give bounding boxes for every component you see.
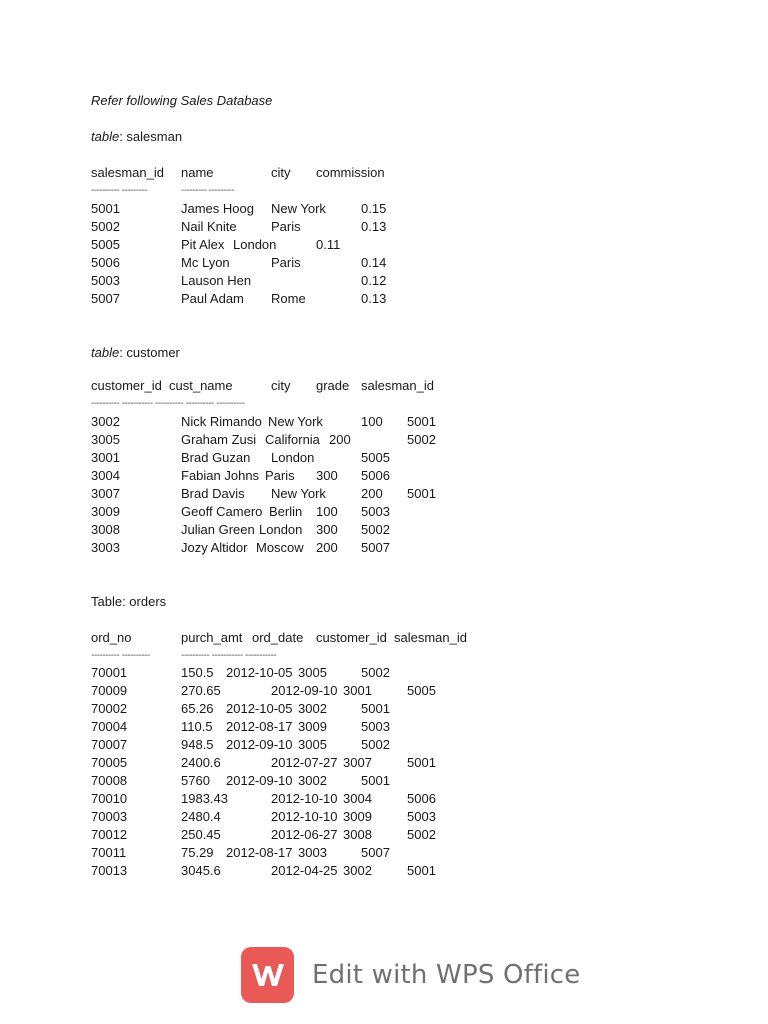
salesman-caption-rest: : salesman <box>119 129 183 144</box>
orders-cell: 5760 <box>181 773 210 788</box>
orders-cell: 3002 <box>343 863 372 878</box>
orders-cell: 3005 <box>298 737 327 752</box>
customer-cell: Graham Zusi <box>181 432 257 447</box>
orders-header-ord-date: ord_date <box>252 630 304 645</box>
customer-cell: 3004 <box>91 468 120 483</box>
orders-cell: 3007 <box>343 755 372 770</box>
salesman-cell: 0.13 <box>361 219 387 234</box>
orders-header-ord-no: ord_no <box>91 630 132 645</box>
orders-cell: 2012-10-05 <box>226 665 293 680</box>
salesman-cell: Mc Lyon <box>181 255 230 270</box>
customer-cell: Nick Rimando <box>181 414 262 429</box>
customer-header-cust-name: cust_name <box>169 378 233 393</box>
salesman-cell: 0.13 <box>361 291 387 306</box>
customer-cell: 200 <box>316 540 338 555</box>
customer-cell: California <box>265 432 320 447</box>
orders-cell: 70005 <box>91 755 128 770</box>
customer-header-city: city <box>271 378 291 393</box>
customer-cell: Berlin <box>269 504 303 519</box>
orders-cell: 5003 <box>361 719 390 734</box>
customer-caption-rest: : customer <box>119 345 180 360</box>
orders-cell: 948.5 <box>181 737 214 752</box>
salesman-cell: Lauson Hen <box>181 273 252 288</box>
orders-separator: ---------- ---------- <box>91 650 150 661</box>
orders-cell: 3005 <box>298 665 327 680</box>
orders-cell: 2012-09-10 <box>226 773 293 788</box>
salesman-cell: 5002 <box>91 219 120 234</box>
customer-cell: 200 <box>329 432 351 447</box>
salesman-cell: 0.15 <box>361 201 387 216</box>
orders-cell: 65.26 <box>181 701 214 716</box>
orders-cell: 70011 <box>91 845 127 860</box>
orders-cell: 5002 <box>361 737 390 752</box>
orders-cell: 70002 <box>91 701 128 716</box>
customer-cell: 3007 <box>91 486 120 501</box>
customer-cell: 5002 <box>407 432 436 447</box>
orders-cell: 2012-10-10 <box>271 791 338 806</box>
orders-cell: 2400.6 <box>181 755 221 770</box>
orders-cell: 2012-06-27 <box>271 827 338 842</box>
customer-cell: 100 <box>316 504 338 519</box>
customer-cell: 3003 <box>91 540 120 555</box>
customer-cell: Julian Green <box>181 522 255 537</box>
customer-cell: London <box>259 522 303 537</box>
orders-cell: 5006 <box>407 791 436 806</box>
salesman-cell: Paris <box>271 255 301 270</box>
orders-cell: 270.65 <box>181 683 221 698</box>
customer-cell: 3002 <box>91 414 120 429</box>
salesman-cell: Pit Alex <box>181 237 225 252</box>
salesman-cell: New York <box>271 201 326 216</box>
orders-cell: 3045.6 <box>181 863 221 878</box>
salesman-cell: London <box>233 237 277 252</box>
customer-cell: New York <box>268 414 323 429</box>
salesman-header-city: city <box>271 165 291 180</box>
salesman-cell: Paris <box>271 219 301 234</box>
orders-cell: 5001 <box>407 755 436 770</box>
orders-cell: 3001 <box>343 683 372 698</box>
orders-caption: Table: orders <box>91 594 167 609</box>
salesman-cell: 5001 <box>91 201 120 216</box>
orders-cell: 110.5 <box>181 719 213 734</box>
salesman-cell: 0.11 <box>316 237 341 252</box>
salesman-cell: Rome <box>271 291 306 306</box>
orders-cell: 3009 <box>298 719 327 734</box>
orders-cell: 5002 <box>361 665 390 680</box>
orders-cell: 3002 <box>298 773 327 788</box>
orders-cell: 2480.4 <box>181 809 221 824</box>
orders-cell: 70007 <box>91 737 128 752</box>
edit-with-wps-office-label: Edit with WPS Office <box>312 959 581 990</box>
orders-cell: 2012-09-10 <box>271 683 338 698</box>
orders-cell: 70012 <box>91 827 128 842</box>
orders-cell: 150.5 <box>181 665 214 680</box>
customer-cell: 3008 <box>91 522 120 537</box>
orders-cell: 70010 <box>91 791 128 806</box>
orders-cell: 2012-10-10 <box>271 809 338 824</box>
customer-cell: London <box>271 450 315 465</box>
customer-cell: 100 <box>361 414 383 429</box>
salesman-header-name: name <box>181 165 214 180</box>
customer-header-salesman-id: salesman_id <box>361 378 434 393</box>
orders-cell: 3009 <box>343 809 372 824</box>
salesman-header-salesman-id: salesman_id <box>91 165 164 180</box>
customer-cell: Brad Guzan <box>181 450 251 465</box>
salesman-cell: James Hoog <box>181 201 254 216</box>
edit-with-wps-office-link[interactable] <box>241 946 580 1003</box>
wps-w-glyph-icon <box>250 960 286 990</box>
customer-cell: 3009 <box>91 504 120 519</box>
wps-office-logo-icon <box>241 947 294 1003</box>
orders-cell: 70003 <box>91 809 128 824</box>
orders-cell: 3002 <box>298 701 327 716</box>
orders-cell: 5007 <box>361 845 390 860</box>
orders-cell: 5001 <box>361 773 390 788</box>
orders-cell: 2012-08-17 <box>226 845 293 860</box>
orders-cell: 3004 <box>343 791 372 806</box>
salesman-cell: 0.12 <box>361 273 387 288</box>
orders-cell: 3008 <box>343 827 372 842</box>
customer-cell: Moscow <box>256 540 304 555</box>
customer-cell: 5005 <box>361 450 390 465</box>
intro-text: Refer following Sales Database <box>91 93 273 108</box>
orders-cell: 70008 <box>91 773 128 788</box>
salesman-caption <box>91 129 182 145</box>
salesman-cell: Paul Adam <box>181 291 244 306</box>
customer-header-customer-id: customer_id <box>91 378 162 393</box>
orders-separator: ---------- ----------- ----------- <box>181 650 277 661</box>
orders-cell: 5003 <box>407 809 436 824</box>
orders-cell: 2012-04-25 <box>271 863 338 878</box>
orders-cell: 2012-09-10 <box>226 737 293 752</box>
orders-cell: 1983.43 <box>181 791 228 806</box>
customer-cell: 200 <box>361 486 383 501</box>
salesman-cell: 5005 <box>91 237 120 252</box>
salesman-cell: 5006 <box>91 255 120 270</box>
customer-cell: 300 <box>316 468 338 483</box>
customer-cell: 5006 <box>361 468 390 483</box>
orders-cell: 3003 <box>298 845 327 860</box>
orders-cell: 70013 <box>91 863 128 878</box>
salesman-separator: ---------- --------- <box>91 185 148 196</box>
orders-header-salesman-id: salesman_id <box>394 630 467 645</box>
customer-cell: 300 <box>316 522 338 537</box>
customer-caption-prefix: table <box>91 345 120 360</box>
orders-cell: 5001 <box>361 701 390 716</box>
customer-cell: Geoff Camero <box>181 504 263 519</box>
salesman-cell: 5003 <box>91 273 120 288</box>
orders-cell: 250.45 <box>181 827 221 842</box>
orders-cell: 2012-07-27 <box>271 755 338 770</box>
customer-cell: 5001 <box>407 486 436 501</box>
orders-cell: 5002 <box>407 827 436 842</box>
orders-cell: 75.29 <box>181 845 214 860</box>
orders-cell: 5005 <box>407 683 436 698</box>
customer-cell: 5003 <box>361 504 390 519</box>
customer-separator: ---------- ----------- ---------- ---------- ---------- <box>91 398 245 409</box>
customer-cell: Paris <box>265 468 295 483</box>
orders-header-customer-id: customer_id <box>316 630 387 645</box>
customer-cell: New York <box>271 486 326 501</box>
orders-cell: 5001 <box>407 863 436 878</box>
customer-cell: 5001 <box>407 414 436 429</box>
orders-cell: 70009 <box>91 683 128 698</box>
customer-cell: Fabian Johns <box>181 468 260 483</box>
salesman-cell: 5007 <box>91 291 120 306</box>
customer-cell: 3001 <box>91 450 120 465</box>
orders-cell: 2012-10-05 <box>226 701 293 716</box>
customer-cell: Jozy Altidor <box>181 540 248 555</box>
customer-cell: 5007 <box>361 540 390 555</box>
orders-cell: 70004 <box>91 719 128 734</box>
salesman-cell: 0.14 <box>361 255 387 270</box>
customer-cell: Brad Davis <box>181 486 245 501</box>
orders-cell: 2012-08-17 <box>226 719 293 734</box>
salesman-caption-prefix: table <box>91 129 120 144</box>
customer-header-grade: grade <box>316 378 350 393</box>
salesman-header-commission: commission <box>316 165 385 180</box>
customer-cell: 3005 <box>91 432 120 447</box>
customer-cell: 5002 <box>361 522 390 537</box>
salesman-separator: --------- --------- <box>181 185 235 196</box>
orders-header-purch-amt: purch_amt <box>181 630 243 645</box>
orders-cell: 70001 <box>91 665 128 680</box>
salesman-cell: Nail Knite <box>181 219 237 234</box>
customer-caption <box>91 345 180 361</box>
